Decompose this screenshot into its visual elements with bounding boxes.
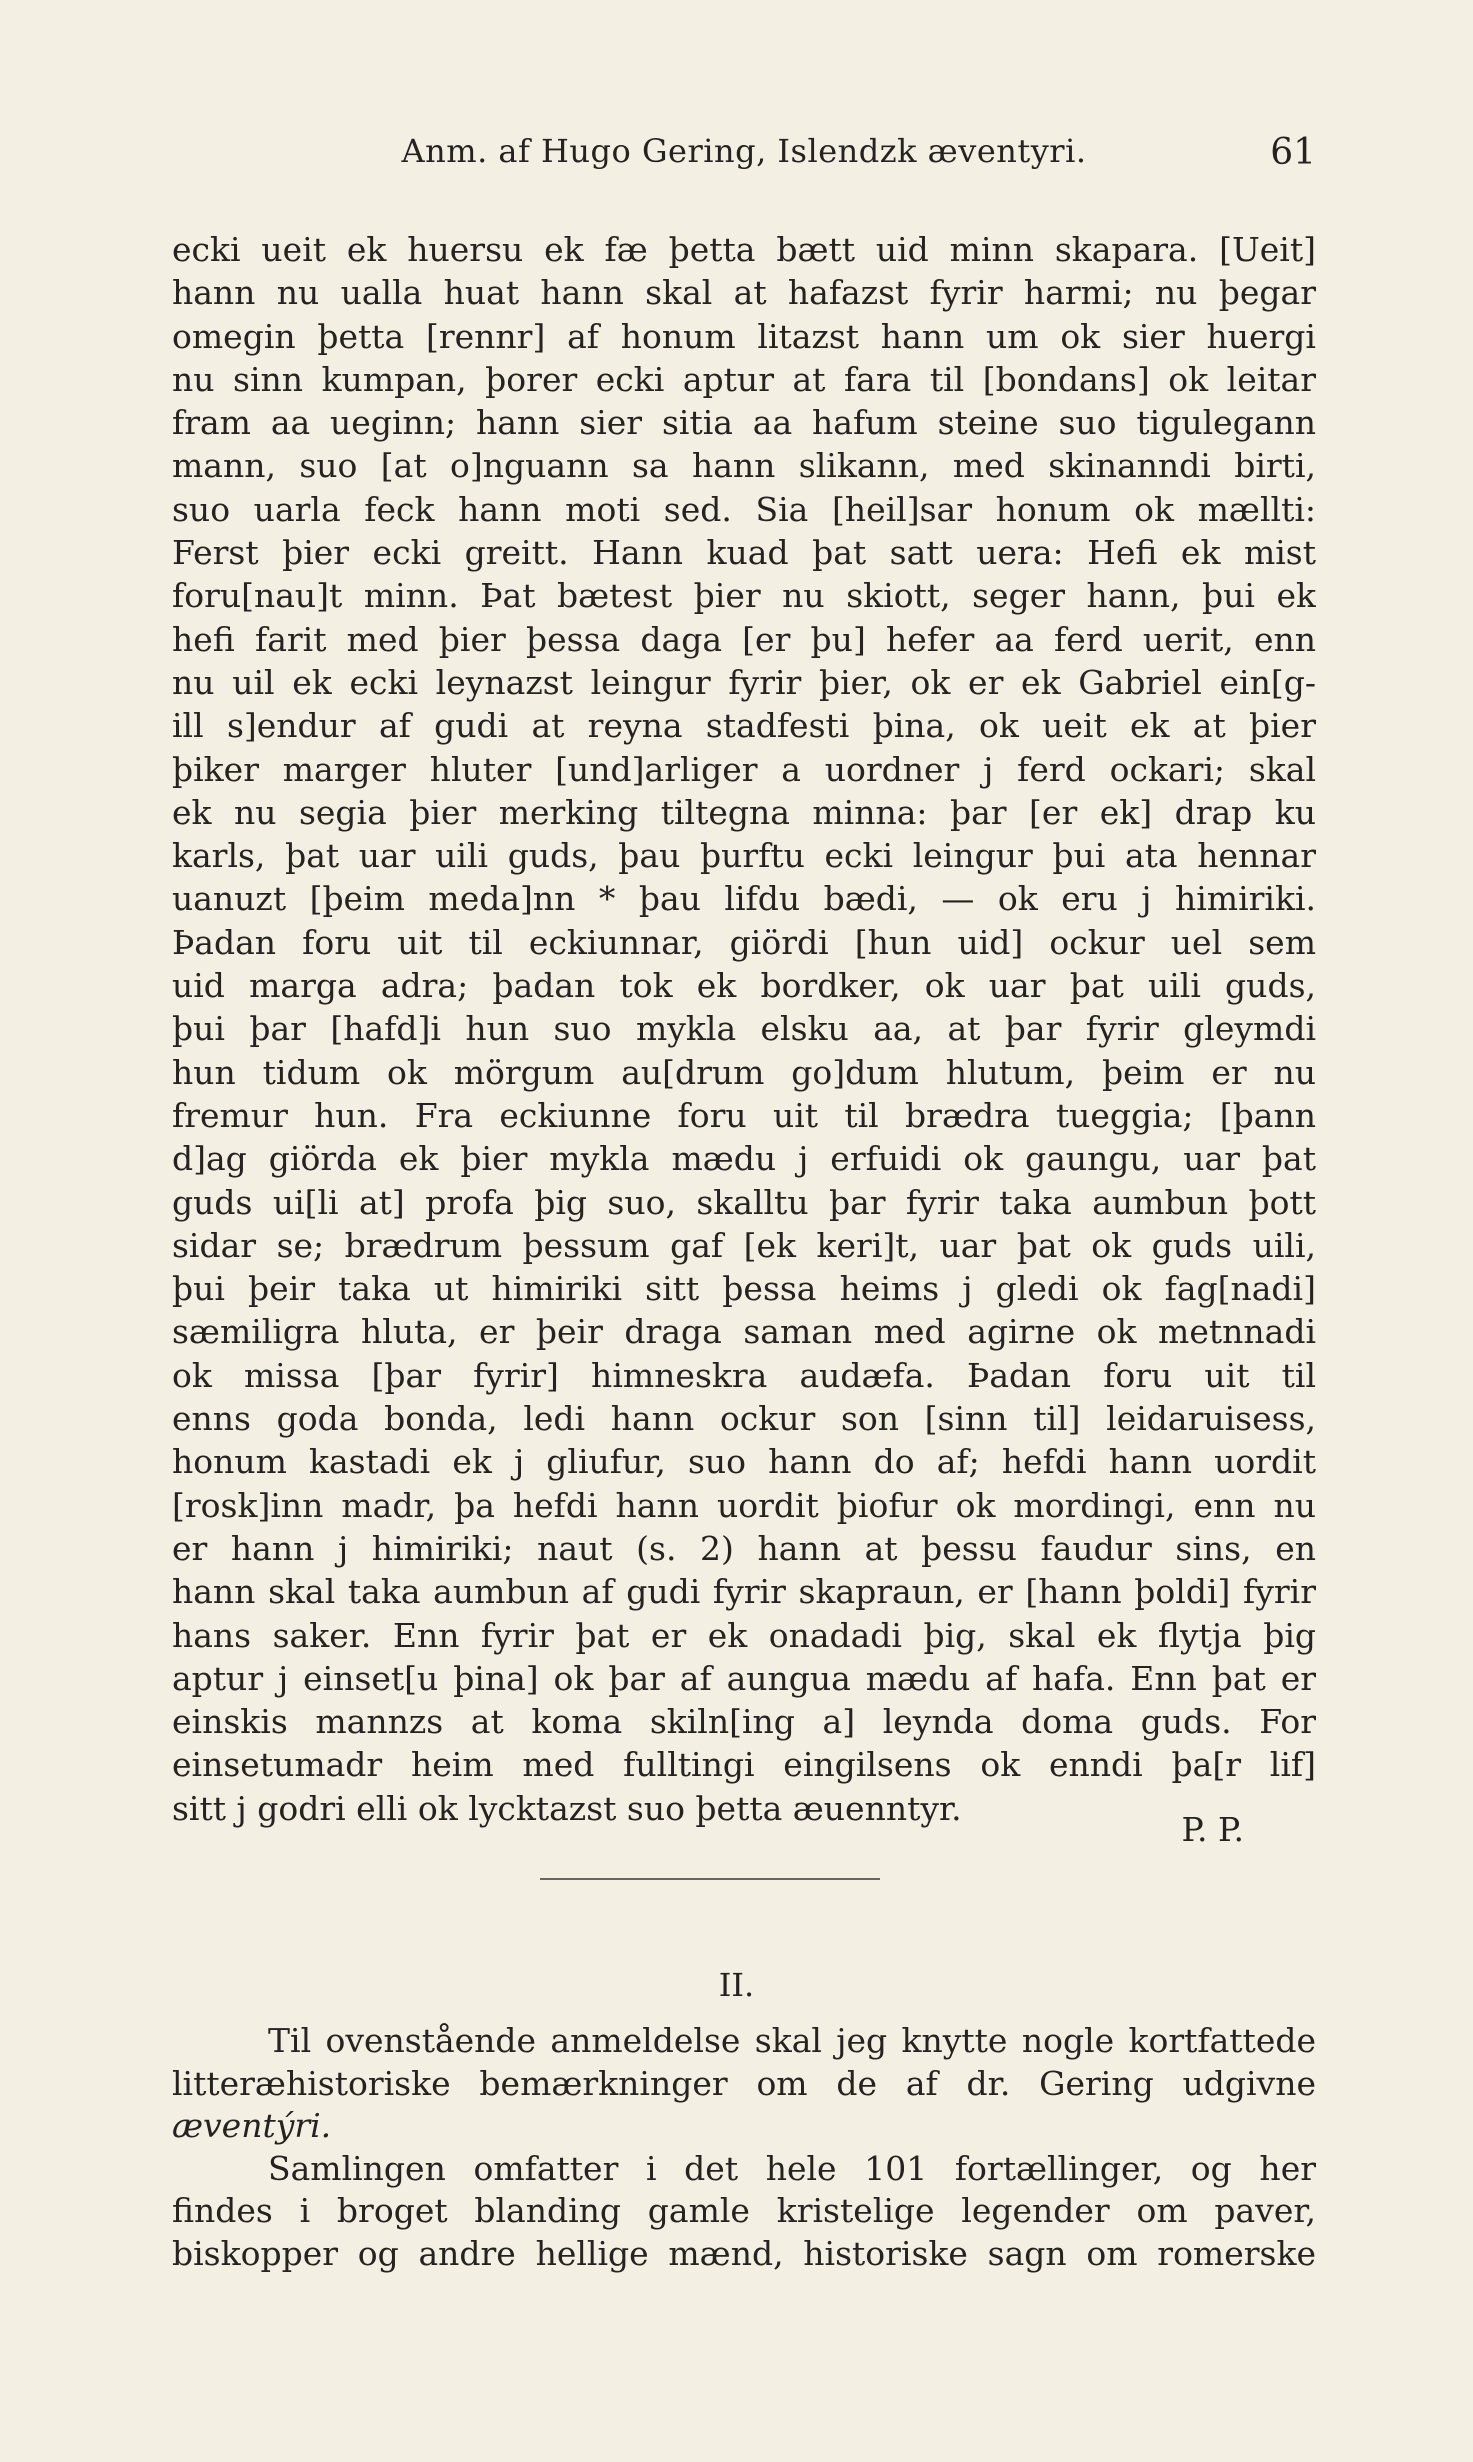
section-divider bbox=[540, 1878, 880, 1880]
text-line: ill s]endur af gudi at reyna stadfesti þina, ok ueit ek at þier bbox=[172, 706, 1316, 746]
text-line: d]ag giörda ek þier mykla mædu j erfuidi ok gaungu, uar þat bbox=[172, 1139, 1316, 1179]
paragraph-line bbox=[172, 2105, 1316, 2148]
text-line: aptur j einset[u þina] ok þar af aungua mædu af hafa. Enn þat er bbox=[172, 1658, 1316, 1698]
text-line: þiker marger hluter [und]arliger a uordner j ferd ockari; skal bbox=[172, 749, 1316, 789]
paragraph-line: litteræhistoriske bemærkninger om de af dr. Gering udgivne bbox=[172, 2063, 1316, 2103]
text-line: fremur hun. Fra eckiunne foru uit til brædra tueggia; [þann bbox=[172, 1095, 1316, 1135]
text-line: enns goda bonda, ledi hann ockur son [sinn til] leidaruisess, bbox=[172, 1399, 1316, 1439]
text-line: ek nu segia þier merking tiltegna minna: þar [er ek] drap ku bbox=[172, 792, 1316, 832]
text-line: suo uarla feck hann moti sed. Sia [heil]sar honum ok mællti: bbox=[172, 489, 1316, 529]
text-line: einsetumadr heim med fulltingi eingilsens ok enndi þa[r lif] bbox=[172, 1745, 1316, 1785]
text-line: hann skal taka aumbun af gudi fyrir skapraun, er [hann þoldi] fyrir bbox=[172, 1572, 1316, 1612]
paragraph-line: Til ovenstående anmeldelse skal jeg knytte nogle kortfattede bbox=[268, 2021, 1316, 2060]
text-line: [rosk]inn madr, þa hefdi hann uordit þiofur ok mordingi, enn nu bbox=[172, 1485, 1316, 1525]
text-line: þui þar [hafd]i hun suo mykla elsku aa, at þar fyrir gleymdi bbox=[172, 1009, 1316, 1049]
text-line: omegin þetta [rennr] af honum litazst hann um ok sier huergi bbox=[172, 316, 1316, 356]
text-line: hann nu ualla huat hann skal at hafazst fyrir harmi; nu þegar bbox=[172, 273, 1316, 313]
text-line: uid marga adra; þadan tok ek bordker, ok uar þat uili guds, bbox=[172, 966, 1316, 1006]
text-line: þui þeir taka ut himiriki sitt þessa heims j gledi ok fag[nadi] bbox=[172, 1269, 1316, 1309]
signature: P. P. bbox=[1181, 1810, 1244, 1849]
section-one-text bbox=[172, 228, 1316, 1830]
italic-title: æventýri. bbox=[172, 2106, 332, 2145]
section-heading: II. bbox=[718, 1966, 755, 2004]
paragraph-line: findes i broget blanding gamle kristelige legender om paver, bbox=[172, 2191, 1316, 2230]
text-line: guds ui[li at] profa þig suo, skalltu þar fyrir taka aumbun þott bbox=[172, 1182, 1316, 1222]
section-two-text bbox=[172, 2020, 1316, 2275]
text-line: nu sinn kumpan, þorer ecki aptur at fara til [bondans] ok leitar bbox=[172, 359, 1316, 399]
text-line: hefi farit med þier þessa daga [er þu] hefer aa ferd uerit, enn bbox=[172, 619, 1316, 659]
running-head: Anm. af Hugo Gering, Islendzk æventyri. bbox=[401, 132, 1087, 170]
text-line: sæmiligra hluta, er þeir draga saman med agirne ok metnnadi bbox=[172, 1312, 1316, 1352]
page-number: 61 bbox=[1270, 132, 1316, 173]
text-line: uanuzt [þeim meda]nn * þau lifdu bædi, — ok eru j himiriki. bbox=[172, 879, 1316, 919]
text-line: ok missa [þar fyrir] himneskra audæfa. Þadan foru uit til bbox=[172, 1355, 1316, 1395]
text-line: honum kastadi ek j gliufur, suo hann do af; hefdi hann uordit bbox=[172, 1442, 1316, 1482]
text-line: hans saker. Enn fyrir þat er ek onadadi þig, skal ek flytja þig bbox=[172, 1615, 1316, 1655]
text-line: einskis mannzs at koma skiln[ing a] leynda doma guds. For bbox=[172, 1702, 1316, 1742]
text-line: sitt j godri elli ok lycktazst suo þetta æuenntyr. bbox=[172, 1788, 962, 1828]
text-line: Þadan foru uit til eckiunnar, giördi [hun uid] ockur uel sem bbox=[172, 922, 1316, 962]
text-line: ecki ueit ek huersu ek fæ þetta bætt uid minn skapara. [Ueit] bbox=[172, 230, 1316, 269]
text-line: er hann j himiriki; naut (s. 2) hann at þessu faudur sins, en bbox=[172, 1528, 1316, 1568]
text-line: Ferst þier ecki greitt. Hann kuad þat satt uera: Hefi ek mist bbox=[172, 533, 1316, 573]
text-line: fram aa ueginn; hann sier sitia aa hafum steine suo tigulegann bbox=[172, 403, 1316, 443]
text-line: hun tidum ok mörgum au[drum go]dum hlutum, þeim er nu bbox=[172, 1052, 1316, 1092]
text-line: sidar se; brædrum þessum gaf [ek keri]t, uar þat ok guds uili, bbox=[172, 1225, 1316, 1265]
paragraph-line: biskopper og andre hellige mænd, historiske sagn om romerske bbox=[172, 2233, 1316, 2273]
page-header bbox=[172, 132, 1316, 192]
text-line: mann, suo [at o]nguann sa hann slikann, med skinanndi birti, bbox=[172, 446, 1316, 486]
text-line: karls, þat uar uili guds, þau þurftu ecki leingur þui ata hennar bbox=[172, 836, 1316, 876]
text-line: nu uil ek ecki leynazst leingur fyrir þier, ok er ek Gabriel ein[g- bbox=[172, 662, 1316, 702]
paragraph-line: Samlingen omfatter i det hele 101 fortællinger, og her bbox=[268, 2148, 1316, 2188]
text-line: foru[nau]t minn. Þat bætest þier nu skiott, seger hann, þui ek bbox=[172, 576, 1316, 616]
